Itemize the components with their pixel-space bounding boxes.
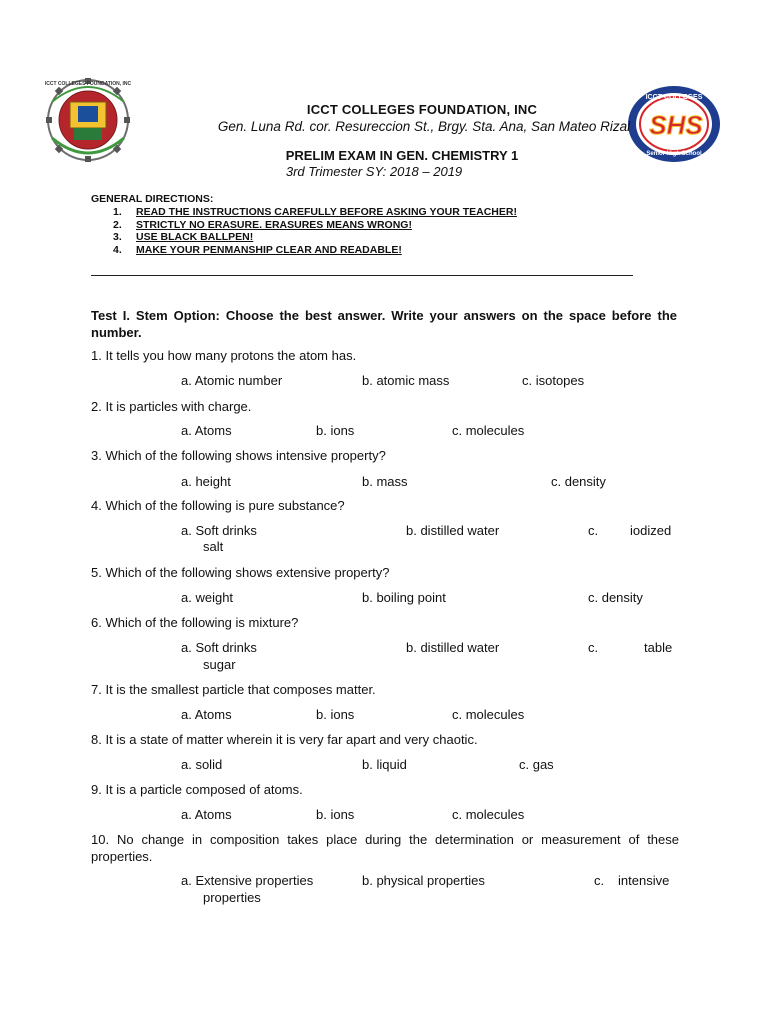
directions-heading: GENERAL DIRECTIONS: bbox=[91, 193, 214, 205]
q10-option-c-word: intensive bbox=[618, 873, 670, 888]
q4-option-c: c. bbox=[588, 523, 599, 538]
right-logo-text: ICCT COLLEGES bbox=[645, 94, 703, 101]
q9-option-c: c. molecules bbox=[452, 807, 525, 822]
question-7: 7. It is the smallest particle that composes matter. bbox=[91, 682, 376, 697]
direction-item: 3. USE BLACK BALLPEN! bbox=[113, 231, 254, 244]
direction-item: 4. MAKE YOUR PENMANSHIP CLEAR AND READABLE! bbox=[113, 243, 402, 256]
q9-option-a: a. Atoms bbox=[181, 807, 232, 822]
question-4: 4. Which of the following is pure substance? bbox=[91, 498, 345, 513]
question-9: 9. It is a particle composed of atoms. bbox=[91, 782, 303, 797]
q7-option-b: b. ions bbox=[316, 707, 355, 722]
section-divider bbox=[91, 275, 633, 276]
question-5: 5. Which of the following shows extensive property? bbox=[91, 565, 390, 580]
q10-option-b: b. physical properties bbox=[362, 873, 485, 888]
q6-option-c-continuation: sugar bbox=[203, 657, 236, 672]
q8-option-c: c. gas bbox=[519, 757, 554, 772]
question-3: 3. Which of the following shows intensive property? bbox=[91, 448, 386, 463]
q9-option-b: b. ions bbox=[316, 807, 355, 822]
directions-list bbox=[91, 206, 691, 256]
question-10: 10. No change in composition takes place during the determination or measurement of these properties. bbox=[91, 832, 679, 864]
q2-option-a: a. Atoms bbox=[181, 423, 232, 438]
q10-option-c-continuation: properties bbox=[203, 890, 261, 905]
q3-option-c: c. density bbox=[551, 474, 606, 489]
q1-option-a: a. Atomic number bbox=[181, 373, 283, 388]
q6-option-a: a. Soft drinks bbox=[181, 640, 257, 655]
test-instruction: Test I. Stem Option: Choose the best answer. Write your answers on the space before the number. bbox=[91, 308, 677, 340]
q6-option-c: c. bbox=[588, 640, 599, 655]
q2-option-b: b. ions bbox=[316, 423, 355, 438]
q7-option-c: c. molecules bbox=[452, 707, 525, 722]
exam-title: PRELIM EXAM IN GEN. CHEMISTRY 1 bbox=[285, 148, 519, 163]
q4-option-c-continuation: salt bbox=[203, 539, 224, 554]
q4-option-c-word: iodized bbox=[630, 523, 672, 538]
general-directions bbox=[91, 193, 691, 256]
q6-option-c-word: table bbox=[644, 640, 673, 655]
q7-option-a: a. Atoms bbox=[181, 707, 232, 722]
question-1: 1. It tells you how many protons the atom has. bbox=[91, 348, 357, 363]
trimester-label: 3rd Trimester SY: 2018 – 2019 bbox=[285, 164, 463, 179]
q1-option-b: b. atomic mass bbox=[362, 373, 450, 388]
q8-option-a: a. solid bbox=[181, 757, 223, 772]
question-6: 6. Which of the following is mixture? bbox=[91, 615, 299, 630]
q4-option-b: b. distilled water bbox=[406, 523, 500, 538]
q3-option-a: a. height bbox=[181, 474, 231, 489]
left-logo-text: ICCT COLLEGES FOUNDATION, INC bbox=[44, 81, 132, 87]
q3-option-b: b. mass bbox=[362, 474, 408, 489]
q5-option-c: c. density bbox=[588, 590, 643, 605]
right-logo-mark: SHS bbox=[649, 110, 703, 140]
school-name: ICCT COLLEGES FOUNDATION, INC bbox=[306, 102, 538, 117]
q1-option-c: c. isotopes bbox=[522, 373, 585, 388]
q6-option-b: b. distilled water bbox=[406, 640, 500, 655]
direction-item: 2. STRICTLY NO ERASURE. ERASURES MEANS WRONG! bbox=[113, 218, 412, 231]
q5-option-b: b. boiling point bbox=[362, 590, 446, 605]
question-8: 8. It is a state of matter wherein it is very far apart and very chaotic. bbox=[91, 732, 478, 747]
right-logo-sub: Senior High School bbox=[646, 151, 702, 157]
q10-option-c: c. bbox=[594, 873, 605, 888]
q10-option-a: a. Extensive properties bbox=[181, 873, 314, 888]
question-2: 2. It is particles with charge. bbox=[91, 399, 252, 414]
q2-option-c: c. molecules bbox=[452, 423, 525, 438]
q5-option-a: a. weight bbox=[181, 590, 234, 605]
q4-option-a: a. Soft drinks bbox=[181, 523, 257, 538]
school-address: Gen. Luna Rd. cor. Resureccion St., Brgy. Sta. Ana, San Mateo Rizal bbox=[217, 119, 631, 134]
direction-item: 1. READ THE INSTRUCTIONS CAREFULLY BEFORE ASKING YOUR TEACHER! bbox=[113, 206, 517, 218]
q8-option-b: b. liquid bbox=[362, 757, 407, 772]
